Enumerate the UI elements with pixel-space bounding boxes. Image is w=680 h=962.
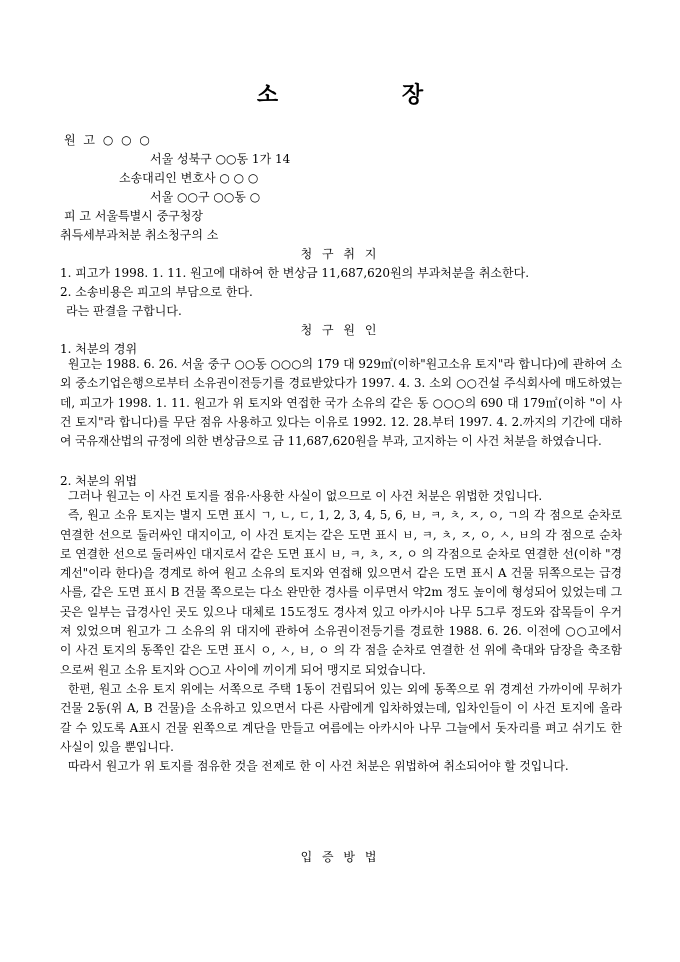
section2-paragraph-3: 한편, 원고 소유 토지 위에는 서쪽으로 주택 1동이 건립되어 있는 외에 동쪽으로 위 경계선 가까이에 무허가 건물 2동(위 A, B 건물)을 소유하고 있으면서 다른 사람에게 입차하였는데, 입차인들이 이 사건 토지에 올라 갈 수 있도록 A표시 건물 왼쪽으로 계단을 만들고 여름에는 아카시아 나무 그늘에서 돗자리를 펴고 쉬기도 한 사실이 있을 뿐입니다. (60, 681, 622, 754)
section2-paragraph-2: 즉, 원고 소유 토지는 별지 도면 표시 ㄱ, ㄴ, ㄷ, 1, 2, 3, 4, 5, 6, ㅂ, ㅋ, ㅊ, ㅈ, ㅇ, ㄱ의 각 점으로 순차로 연결한 선으로 둘러싸인 대지이고, 이 사건 토지는 같은 도면 표시 ㅂ, ㅋ, ㅊ, ㅈ, ㅇ, ㅅ, ㅂ의 각 점으로 순차로 연결한 선으로 둘러싸인 대지로서 같은 도면 표시 ㅂ, ㅋ, ㅊ, ㅈ, ㅇ 의 각점으로 순차로 연결한 선(이하 "경계선"이라 한다)을 경계로 하여 원고 소유의 토지와 연접해 있으면서 같은 도면 표시 A 건물 뒤쪽으로는 급경사를, 같은 도면 표시 B 건물 쪽으로는 다소 완만한 경사를 이루면서 약2m 정도 높이에 형성되어 있었는데 그곳은 일부는 급경사인 곳도 있으나 대체로 15도정도 경사져 있고 아카시아 나무 5그루 정도와 잡목들이 우거져 있었으며 원고가 그 소유의 위 대지에 관하여 소유권이전등기를 경료한 1988. 6. 26. 이전에 ○○고에서 이 사건 토지의 동쪽인 같은 도면 표시 ㅇ, ㅅ, ㅂ, ㅇ 의 각 점을 순차로 연결한 선 위에 축대와 담장을 축조함으로써 원고 소유 토지와 ○○고 사이에 끼이게 되어 맹지로 되었습니다. (60, 508, 622, 677)
claim-purpose-closing: 라는 판결을 구합니다. (66, 304, 182, 318)
section2-body (60, 487, 622, 776)
document-title: 소 장 (256, 82, 482, 108)
counsel-address: 서울 ○○구 ○○동 ○ (150, 190, 261, 204)
claim-purpose-heading: 청 구 취 지 (300, 247, 380, 261)
section2-paragraph-1: 그러나 원고는 이 사건 토지를 점유·사용한 사실이 없으므로 이 사건 처분은 위법한 것입니다. (68, 489, 543, 503)
counsel-line: 소송대리인 변호사 ○ ○ ○ (119, 171, 259, 185)
evidence-heading: 입 증 방 법 (300, 850, 380, 864)
plaintiff-address: 서울 성북구 ○○동 1가 14 (150, 152, 291, 166)
plaintiff-line: 원 고 ○ ○ ○ (64, 133, 152, 147)
section2-paragraph-4: 따라서 원고가 위 토지를 점유한 것을 전제로 한 이 사건 처분은 위법하여 취소되어야 할 것입니다. (68, 759, 569, 774)
defendant-line: 피 고 서울특별시 중구청장 (64, 209, 203, 223)
section1-title: 1. 처분의 경위 (60, 342, 138, 356)
claim-grounds-heading: 청 구 원 인 (300, 323, 380, 337)
section1-paragraph: 원고는 1988. 6. 26. 서울 중구 ○○동 ○○○의 179 대 929㎡(이하"원고소유 토지"라 합니다)에 관하여 소외 중소기업은행으로부터 소유권이전등기를 경료받았다가 1997. 4. 3. 소외 ○○건설 주식회사에 매도하였는데, 피고가 1998. 1. 11. 원고가 위 토지와 연접한 국가 소유의 같은 동 ○○○의 690 대 179㎡(이하 "이 사건 토지"라 합니다)를 무단 점유 사용하고 있다는 이유로 1992. 12. 28.부터 1997. 4. 2.까지의 기간에 대하여 국유재산법의 규정에 의한 변상금으로 금 11,687,620원을 부과, 고지하는 이 사건 처분을 하였습니다. (60, 357, 622, 449)
section2-title: 2. 처분의 위법 (60, 474, 138, 488)
claim-purpose-item-1: 1. 피고가 1998. 1. 11. 원고에 대하여 한 변상금 11,687,620원의 부과처분을 취소한다. (60, 266, 530, 280)
claim-purpose-item-2: 2. 소송비용은 피고의 부담으로 한다. (60, 285, 253, 299)
section1-body (60, 355, 622, 451)
case-name: 취득세부과처분 취소청구의 소 (60, 228, 219, 242)
